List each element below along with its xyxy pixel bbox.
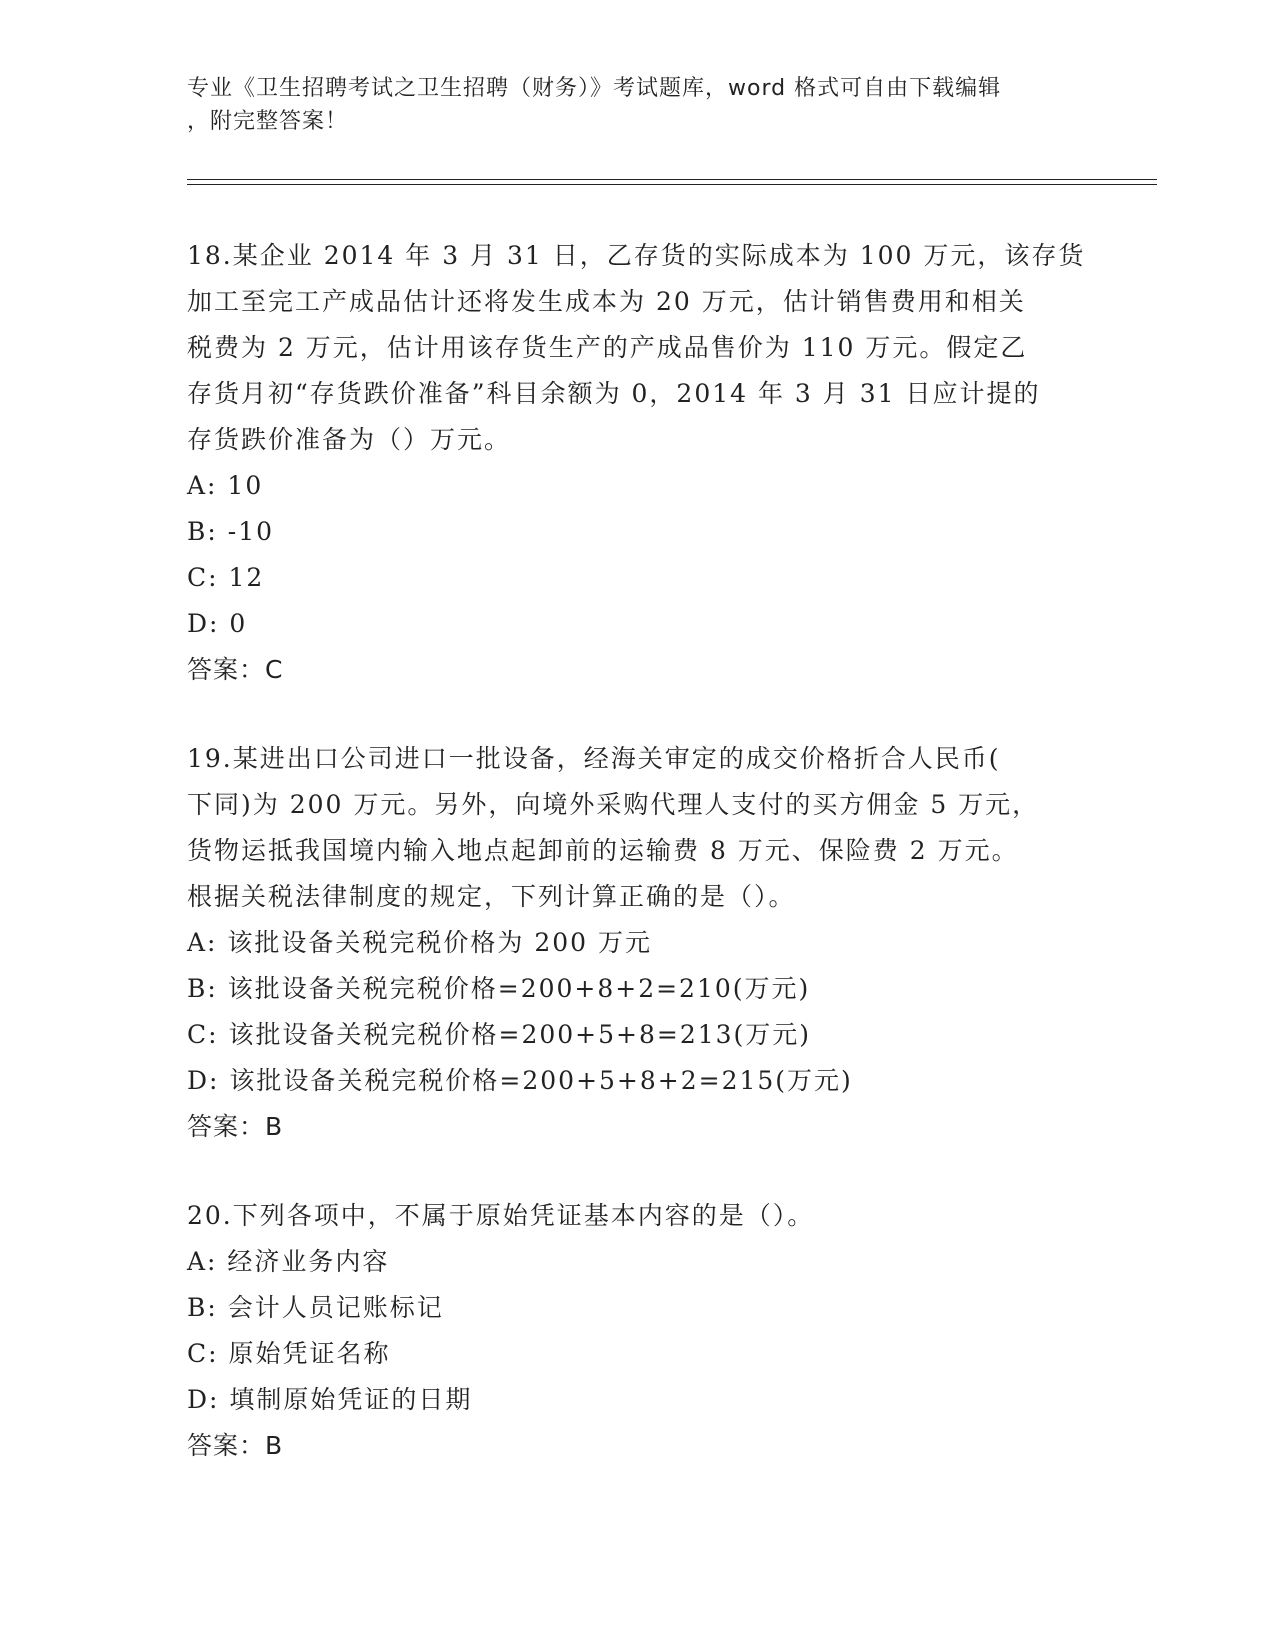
option-c: C: 原始凭证名称	[187, 1339, 391, 1368]
answer-label: 答案：B	[187, 1112, 284, 1141]
question-stem-line: 存货月初“存货跌价准备”科目余额为 0，2014 年 3 月 31 日应计提的	[187, 379, 1041, 408]
question-stem-line: 税费为 2 万元，估计用该存货生产的产成品售价为 110 万元。假定乙	[187, 333, 1028, 362]
option-b: B: -10	[187, 517, 274, 546]
option-c: C: 该批设备关税完税价格=200+5+8=213(万元)	[187, 1020, 812, 1049]
question-stem-line: 加工至完工产成品估计还将发生成本为 20 万元，估计销售费用和相关	[187, 287, 1026, 316]
question-stem-line: 货物运抵我国境内输入地点起卸前的运输费 8 万元、保险费 2 万元。	[187, 836, 1019, 865]
answer-label: 答案：B	[187, 1431, 284, 1460]
option-a: A: 10	[187, 471, 264, 500]
header-divider	[187, 184, 1157, 185]
question-stem-line: 18.某企业 2014 年 3 月 31 日，乙存货的实际成本为 100 万元，该存货	[187, 241, 1086, 270]
header-line: ，附完整答案！	[187, 109, 349, 134]
option-d: D: 该批设备关税完税价格=200+5+8+2=215(万元)	[187, 1066, 853, 1095]
option-c: C: 12	[187, 563, 265, 592]
option-d: D: 填制原始凭证的日期	[187, 1385, 473, 1414]
question-stem-line: 根据关税法律制度的规定，下列计算正确的是（）。	[187, 882, 796, 911]
option-b: B: 会计人员记账标记	[187, 1293, 444, 1322]
question-stem-line: 存货跌价准备为（）万元。	[187, 425, 512, 454]
question-19	[187, 736, 1087, 1150]
question-stem-line: 下同)为 200 万元。另外，向境外采购代理人支付的买方佣金 5 万元，	[187, 790, 1040, 819]
question-stem-line: 20.下列各项中，不属于原始凭证基本内容的是（）。	[187, 1201, 815, 1230]
option-a: A: 经济业务内容	[187, 1247, 390, 1276]
header-divider	[187, 179, 1157, 180]
question-18	[187, 233, 1087, 693]
question-stem-line: 19.某进出口公司进口一批设备，经海关审定的成交价格折合人民币(	[187, 744, 1001, 773]
answer-label: 答案：C	[187, 655, 284, 684]
option-b: B: 该批设备关税完税价格=200+8+2=210(万元)	[187, 974, 811, 1003]
document-header	[187, 72, 1087, 138]
option-a: A: 该批设备关税完税价格为 200 万元	[187, 928, 653, 957]
option-d: D: 0	[187, 609, 248, 638]
header-line: 专业《卫生招聘考试之卫生招聘（财务）》考试题库，word 格式可自由下载编辑	[187, 76, 1002, 101]
question-20	[187, 1193, 1087, 1469]
